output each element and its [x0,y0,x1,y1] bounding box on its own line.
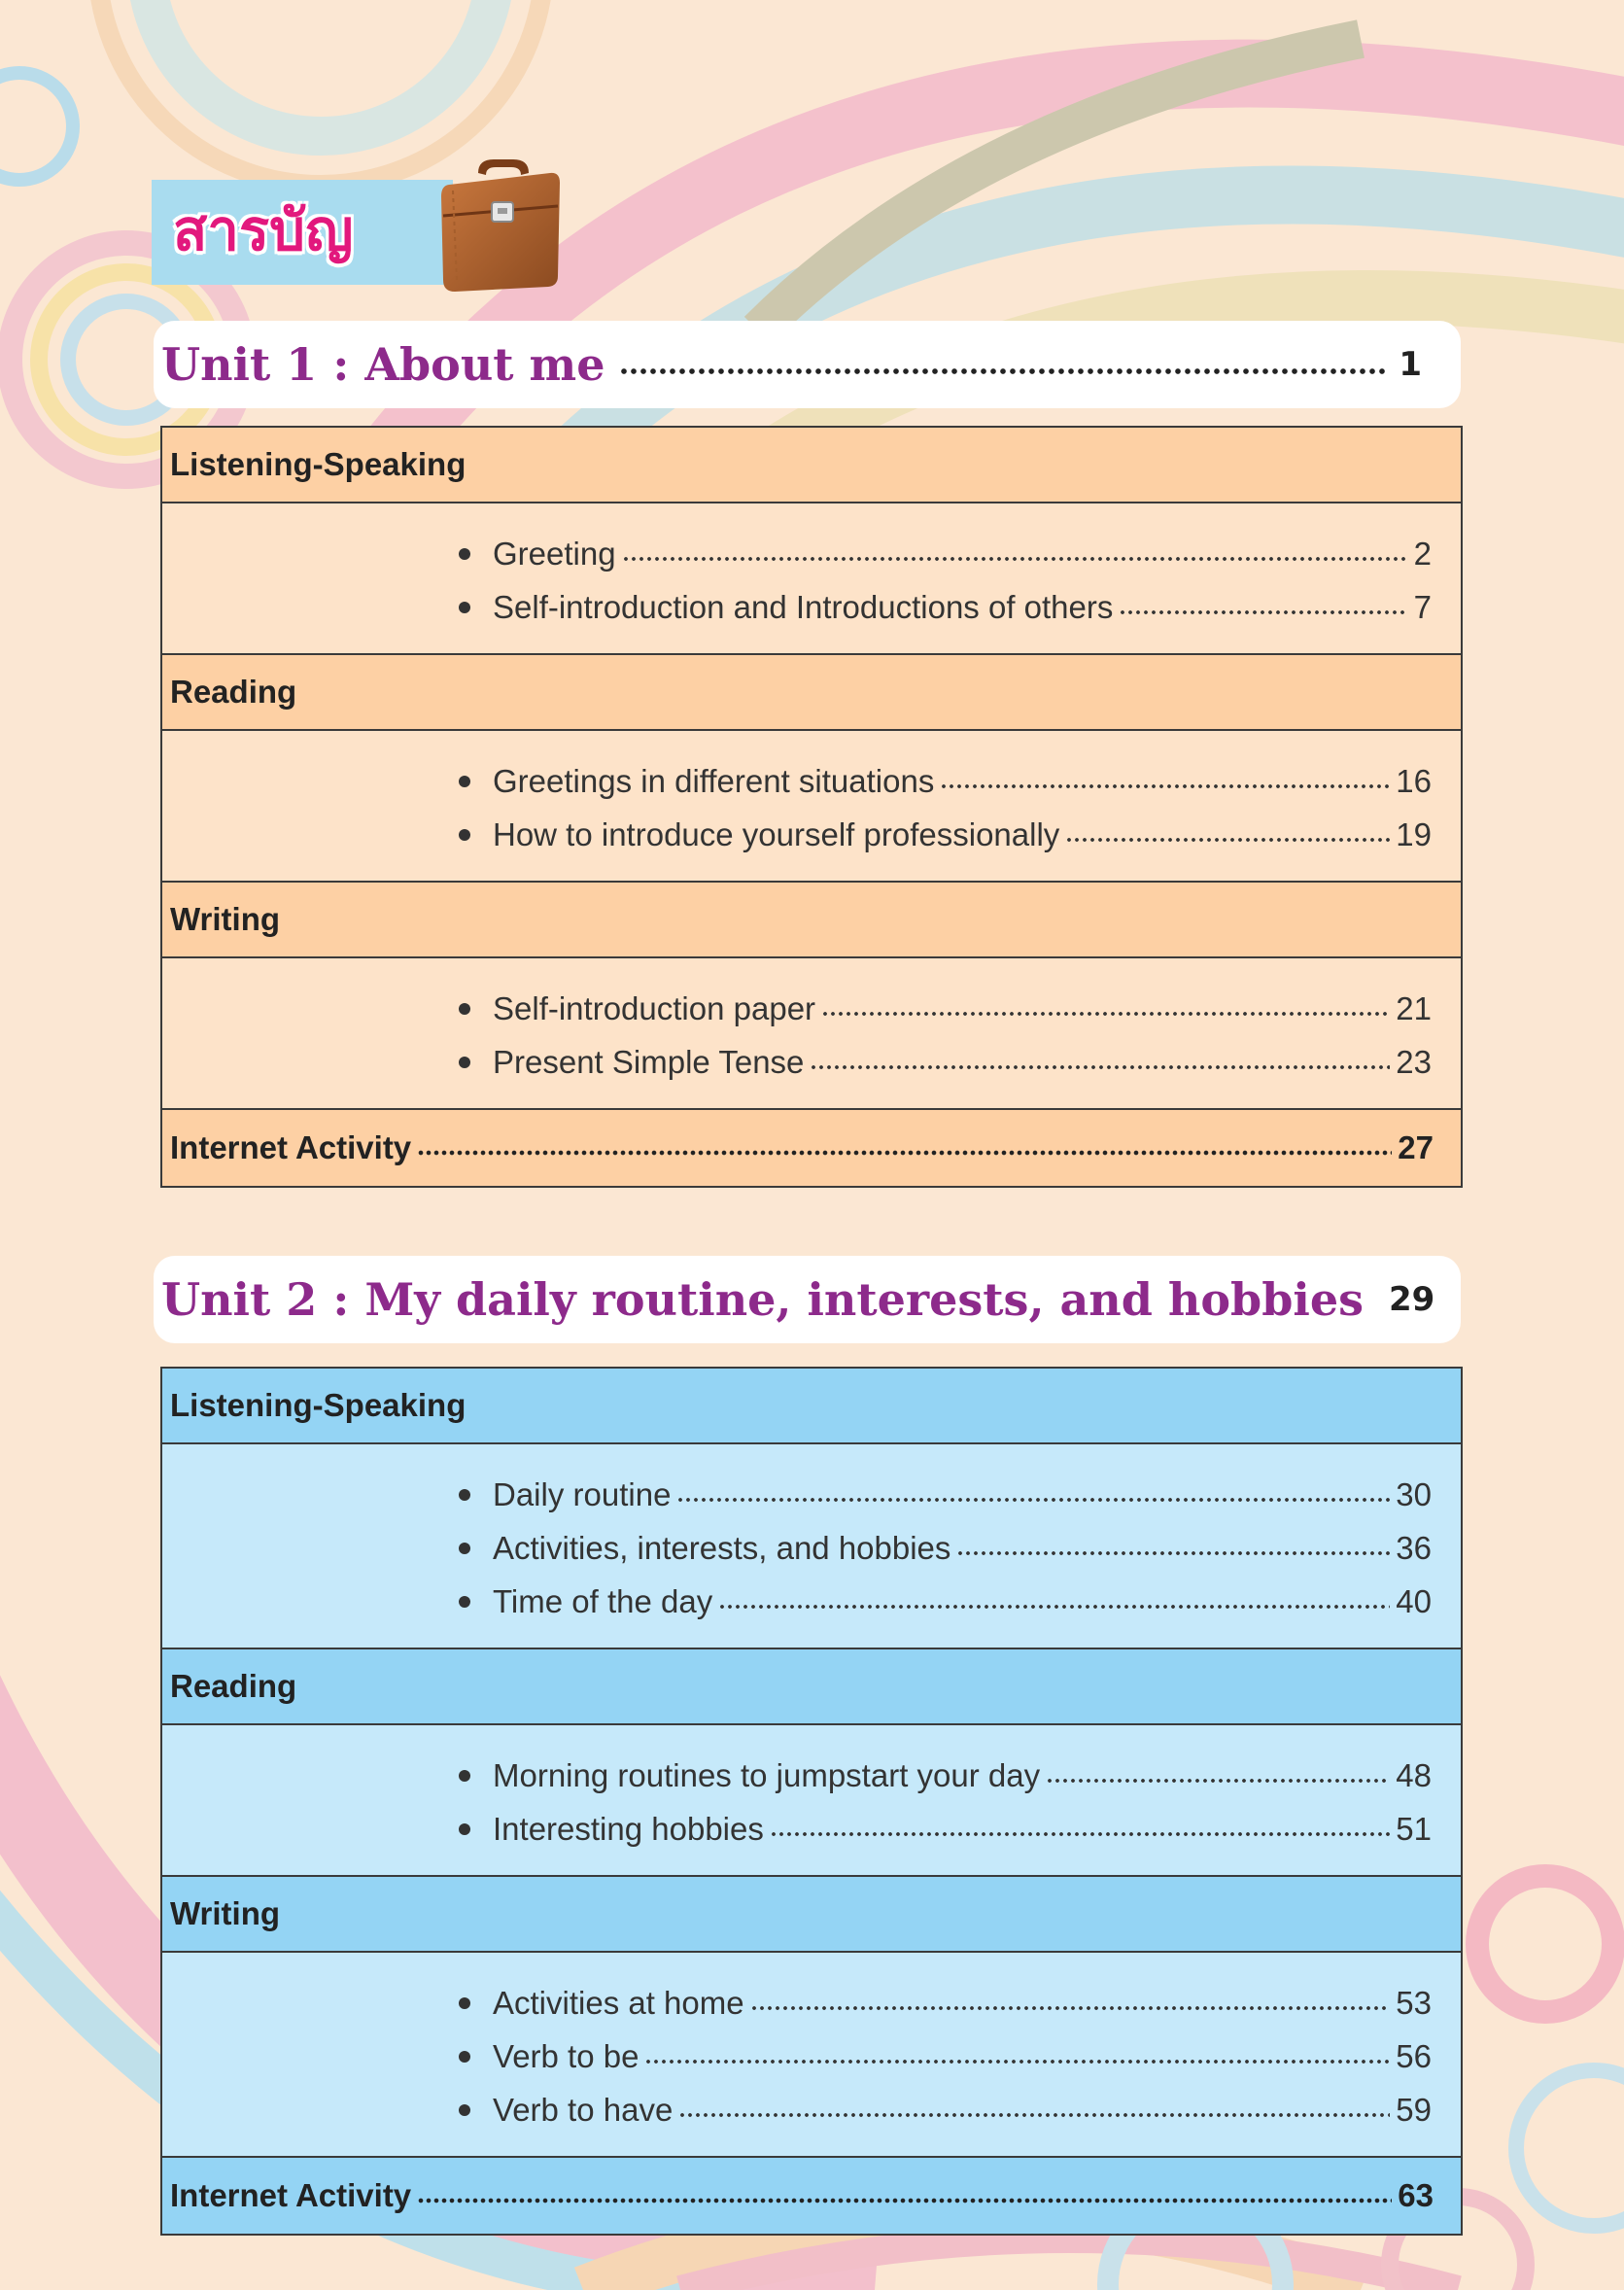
unit-1-header [154,321,1461,408]
bullet-icon [459,2051,470,2063]
toc-item-page: 36 [1396,1529,1432,1566]
toc-item-page: 40 [1396,1582,1432,1619]
leader-dots [956,1548,1390,1558]
internet-activity-page: 63 [1398,2177,1434,2213]
section-heading: Reading [162,1649,1461,1725]
toc-item[interactable] [439,1521,1432,1575]
leader-dots [1119,607,1407,617]
section-items [162,1725,1461,1877]
section-heading: Listening-Speaking [162,1369,1461,1444]
section-items [162,1444,1461,1649]
toc-item-label: Morning routines to jumpstart your day [493,1756,1041,1793]
toc-item[interactable] [439,1802,1432,1856]
bullet-icon [459,1596,470,1608]
unit-2-page: 29 [1389,1280,1435,1319]
bullet-icon [459,2104,470,2116]
toc-item-label: Greeting [493,535,616,572]
toc-item[interactable] [439,2030,1432,2083]
toc-item-page: 56 [1396,2037,1432,2074]
unit-1-contents [160,426,1463,1188]
toc-item[interactable] [439,1035,1432,1089]
toc-item-page: 51 [1396,1810,1432,1847]
leader-dots [810,1062,1390,1072]
leader-dots [940,781,1390,791]
toc-item-label: Daily routine [493,1475,672,1512]
leader-dots [417,1148,1392,1158]
toc-item[interactable] [439,2083,1432,2136]
leader-dots [1046,1776,1390,1786]
toc-item-label: Activities, interests, and hobbies [493,1529,951,1566]
bullet-icon [459,1997,470,2009]
bullet-icon [459,1057,470,1068]
bullet-icon [459,1489,470,1501]
leader-dots [678,2110,1390,2120]
page-title-box [152,180,453,285]
section-items [162,1953,1461,2158]
toc-item-page: 2 [1413,535,1432,572]
toc-item-page: 30 [1396,1475,1432,1512]
leader-dots [750,2003,1391,2013]
toc-item[interactable] [439,527,1432,580]
toc-item-label: Activities at home [493,1984,744,2021]
toc-item-label: Interesting hobbies [493,1810,764,1847]
section-items [162,958,1461,1110]
bullet-icon [459,548,470,560]
section-heading: Writing [162,1877,1461,1953]
toc-item[interactable] [439,1575,1432,1628]
bullet-icon [459,1770,470,1782]
internet-activity-page: 27 [1398,1129,1434,1165]
toc-item[interactable] [439,982,1432,1035]
section-items [162,503,1461,655]
internet-activity-row[interactable] [162,1110,1461,1186]
toc-item-label: Self-introduction and Introductions of others [493,588,1114,625]
bullet-icon [459,602,470,613]
leader-dots [644,2057,1390,2066]
toc-item-page: 23 [1396,1043,1432,1080]
bullet-icon [459,829,470,841]
internet-activity-label: Internet Activity [170,2177,412,2213]
toc-item-label: Time of the day [493,1582,713,1619]
toc-item[interactable] [439,1976,1432,2030]
toc-item-label: Self-introduction paper [493,989,816,1026]
toc-item-label: Greetings in different situations [493,762,935,799]
toc-item-page: 7 [1413,588,1432,625]
leader-dots [770,1829,1390,1839]
leader-dots [718,1602,1390,1612]
leader-dots [676,1495,1390,1505]
toc-item[interactable] [439,1749,1432,1802]
bullet-icon [459,1823,470,1835]
bullet-icon [459,1003,470,1015]
toc-item-page: 21 [1396,989,1432,1026]
bullet-icon [459,776,470,787]
toc-item-page: 16 [1396,762,1432,799]
unit-1-page: 1 [1399,345,1422,384]
toc-item-label: Verb to have [493,2091,674,2128]
section-heading: Reading [162,655,1461,731]
internet-activity-row[interactable] [162,2158,1461,2234]
section-items [162,731,1461,883]
toc-item[interactable] [439,580,1432,634]
toc-item[interactable] [439,1468,1432,1521]
leader-dots [622,554,1408,564]
toc-item-page: 59 [1396,2091,1432,2128]
unit-2-contents [160,1367,1463,2236]
toc-item-label: How to introduce yourself professionally [493,815,1060,852]
leader-dots [821,1009,1390,1019]
leader-dots [1065,835,1390,845]
toc-item-page: 48 [1396,1756,1432,1793]
unit-2-title: Unit 2 : My daily routine, interests, and hobbies [161,1273,1364,1326]
briefcase-icon [435,156,564,294]
unit-1-title: Unit 1 : About me [161,338,605,391]
section-heading: Listening-Speaking [162,428,1461,503]
leader-dots [417,2196,1392,2205]
internet-activity-label: Internet Activity [170,1129,412,1165]
section-heading: Writing [162,883,1461,958]
toc-item-page: 53 [1396,1984,1432,2021]
page-title: สารบัญ [173,197,354,263]
bullet-icon [459,1543,470,1554]
leader-dots [619,365,1388,377]
unit-2-header [154,1256,1461,1343]
toc-item[interactable] [439,754,1432,808]
toc-item[interactable] [439,808,1432,861]
toc-item-label: Verb to be [493,2037,639,2074]
toc-item-page: 19 [1396,815,1432,852]
toc-item-label: Present Simple Tense [493,1043,805,1080]
